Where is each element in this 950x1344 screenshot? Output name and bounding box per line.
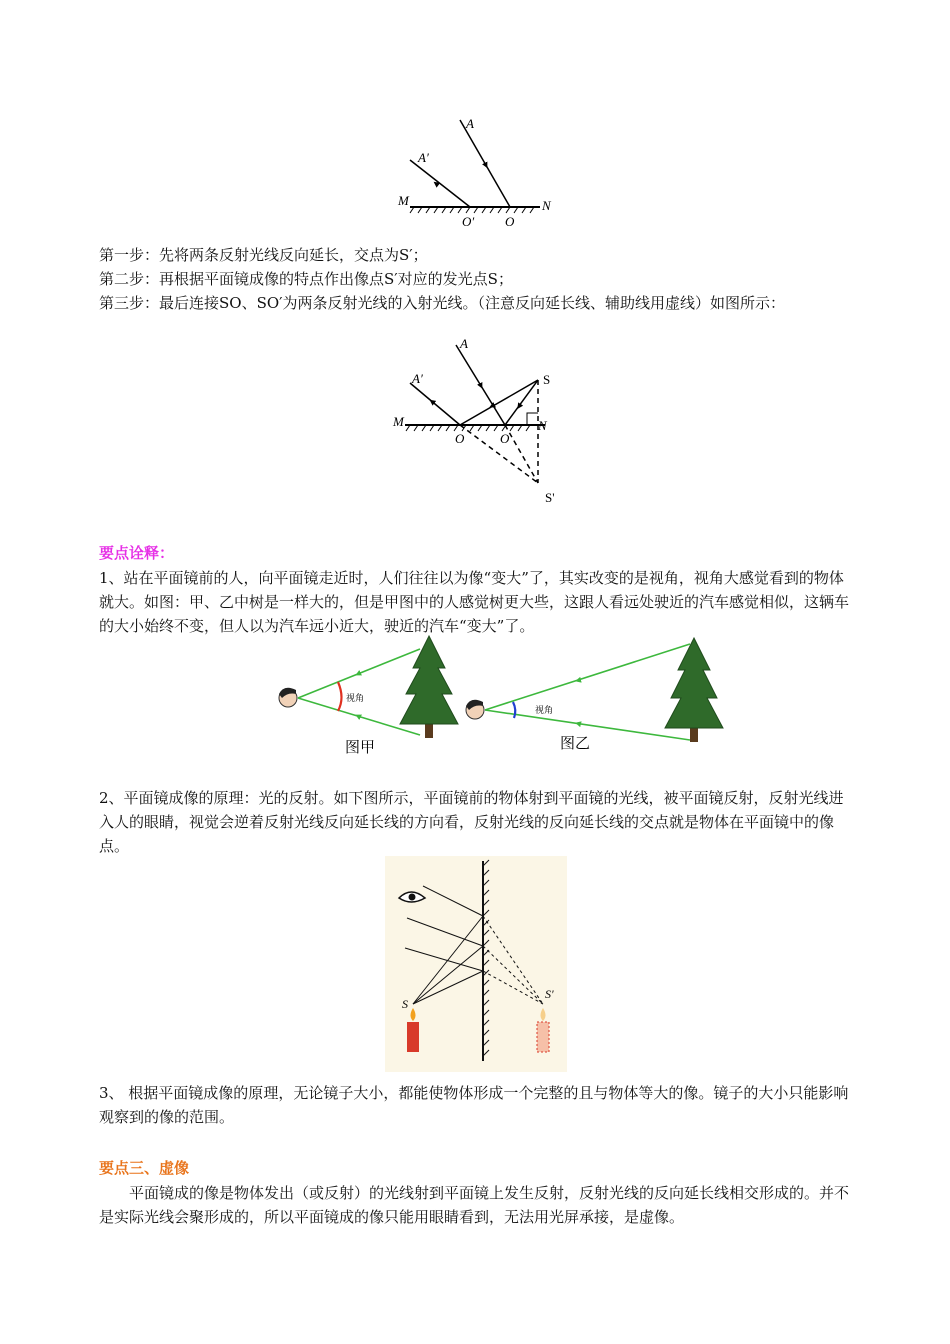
figure-reflection-rays	[390, 110, 570, 230]
figure-yi	[466, 638, 723, 752]
note-item-2: 2、平面镜成像的原理：光的反射。如下图所示，平面镜前的物体射到平面镜的光线，被平面镜反射，反射光线进入人的眼睛，视觉会逆着反射光线反向延长线的方向看，反射光线的反向延长线的交点就是物体在平面镜中的像点。	[99, 789, 844, 855]
step-1: 第一步：先将两条反射光线反向延长，交点为S′；	[99, 246, 428, 264]
angle-label-jia: 视角	[346, 694, 365, 704]
notes-heading: 要点诠释：	[99, 544, 175, 562]
figure-jia	[279, 636, 458, 756]
label-A: A	[460, 336, 468, 351]
label-O-1: O	[455, 431, 465, 446]
label-O-2: O	[500, 431, 510, 446]
label-O: O	[505, 214, 515, 229]
label-M: M	[398, 193, 409, 208]
label-N: N	[542, 198, 551, 213]
figure-image-construction	[390, 335, 570, 510]
figure-visual-angle	[270, 632, 730, 762]
step-3: 第三步：最后连接SO、SO′为两条反射光线的入射光线。（注意反向延长线、辅助线用虚线）如图所示：	[99, 294, 786, 312]
label-A-prime: A′	[412, 371, 423, 386]
virtual-image-body: 平面镜成的像是物体发出（或反射）的光线射到平面镜上发生反射，反射光线的反向延长线相交形成的。并不是实际光线会聚形成的，所以平面镜成的像只能用眼睛看到，无法用光屏承接，是虚像。	[99, 1184, 850, 1226]
label-S: S	[543, 372, 551, 387]
label-M: M	[393, 414, 404, 429]
label-A: A	[466, 116, 474, 131]
label-N: N	[538, 418, 547, 433]
fig-jia-label: 图甲	[345, 738, 376, 756]
step-2: 第二步：再根据平面镜成像的特点作出像点S′对应的发光点S；	[99, 270, 513, 288]
note-item-3: 3、 根据平面镜成像的原理，无论镜子大小，都能使物体形成一个完整的且与物体等大的像。镜子的大小只能影响观察到的像的范围。	[99, 1084, 849, 1126]
label-S-prime: S'	[545, 490, 555, 505]
figure-plane-mirror-principle	[385, 856, 567, 1072]
label-S: S	[402, 997, 408, 1011]
label-A-prime: A′	[418, 150, 429, 165]
virtual-image-heading: 要点三、虚像	[99, 1159, 190, 1177]
note-item-1: 1、站在平面镜前的人，向平面镜走近时，人们往往以为像“变大”了，其实改变的是视角，视角大感觉看到的物体就大。如图：甲、乙中树是一样大的，但是甲图中的人感觉树更大些，这跟人看远处驶近的汽车感觉相似，这辆车的大小始终不变，但人以为汽车远小近大，驶近的汽车“变大”了。	[99, 569, 850, 635]
fig-yi-label: 图乙	[560, 734, 591, 752]
label-O-prime: O′	[462, 214, 475, 229]
label-S-prime: S'	[545, 987, 554, 1001]
angle-label-yi: 视角	[535, 706, 554, 716]
